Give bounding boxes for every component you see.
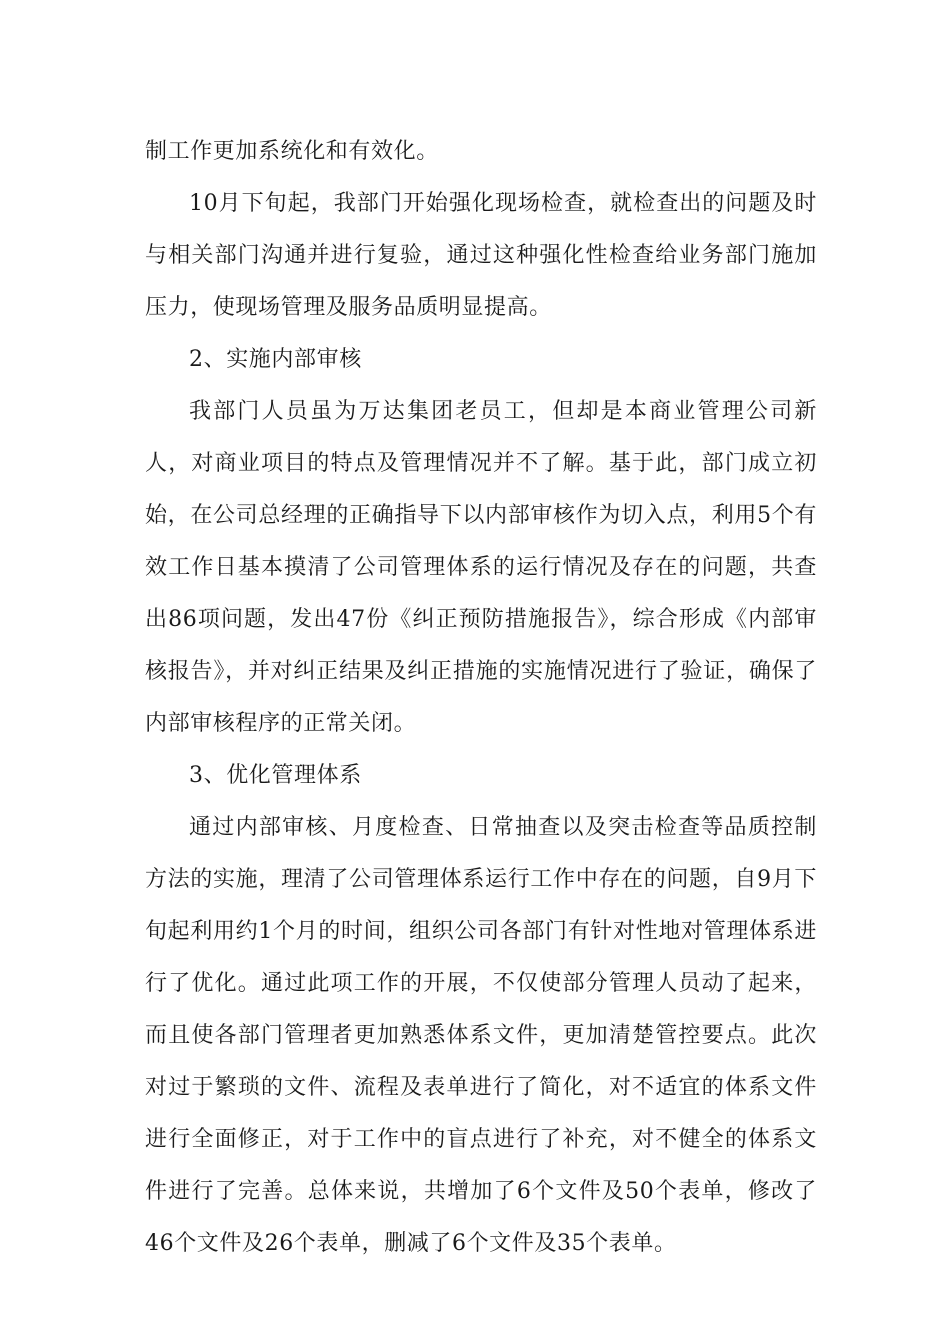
paragraph-internal-audit: 我部门人员虽为万达集团老员工，但却是本商业管理公司新人，对商业项目的特点及管理情况并不了解。基于此，部门成立初始，在公司总经理的正确指导下以内部审核作为切入点，利用5个有效工作日基本摸清了公司管理体系的运行情况及存在的问题，共查出86项问题，发出47份《纠正预防措施报告》，综合形成《内部审核报告》，并对纠正结果及纠正措施的实施情况进行了验证，确保了内部审核程序的正常关闭。 [145,399,817,736]
section-heading-internal-audit: 2、实施内部审核 [189,347,362,372]
paragraph-optimize-system: 通过内部审核、月度检查、日常抽查以及突击检查等品质控制方法的实施，理清了公司管理体系运行工作中存在的问题，自9月下旬起利用约1个月的时间，组织公司各部门有针对性地对管理体系进行了优化。通过此项工作的开展，不仅使部分管理人员动了起来，而且使各部门管理者更加熟悉体系文件，更加清楚管控要点。此次对过于繁琐的文件、流程及表单进行了简化，对不适宜的体系文件进行全面修正，对于工作中的盲点进行了补充，对不健全的体系文件进行了完善。总体来说，共增加了6个文件及50个表单，修改了46个文件及26个表单，删减了6个文件及35个表单。 [145,815,817,1256]
section-heading-optimize-system: 3、优化管理体系 [189,763,362,788]
paragraph-field-inspection: 10月下旬起，我部门开始强化现场检查，就检查出的问题及时与相关部门沟通并进行复验，通过这种强化性检查给业务部门施加压力，使现场管理及服务品质明显提高。 [145,191,817,320]
paragraph-continuation: 制工作更加系统化和有效化。 [145,139,439,164]
document-body [145,126,817,1270]
